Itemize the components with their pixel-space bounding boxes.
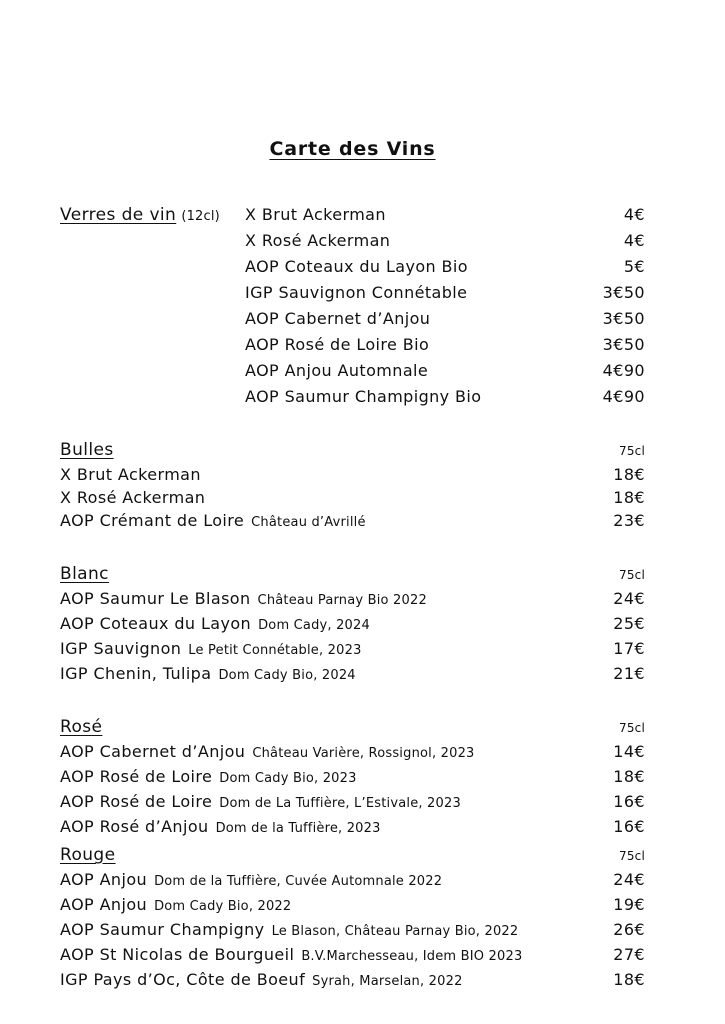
wine-name: AOP Rosé d’Anjou <box>60 817 209 836</box>
wine-price: 16€ <box>613 817 645 836</box>
wine-detail: Dom Cady Bio, 2022 <box>154 899 292 914</box>
wine-name: AOP Cabernet d’Anjou <box>60 742 246 761</box>
wine-price: 4€ <box>623 205 645 224</box>
wine-item <box>60 612 645 637</box>
wine-item <box>245 384 645 410</box>
bottle-size: 75cl <box>618 849 645 863</box>
wine-item <box>60 815 645 840</box>
wine-price: 18€ <box>613 970 645 989</box>
wine-price: 3€50 <box>602 309 645 328</box>
wine-price: 4€90 <box>602 387 645 406</box>
wine-item <box>245 228 645 254</box>
wine-name: X Brut Ackerman <box>60 465 201 484</box>
wine-price: 5€ <box>623 257 645 276</box>
wine-name: IGP Sauvignon <box>60 639 182 658</box>
wine-item <box>60 587 645 612</box>
wine-detail: B.V.Marchesseau, Idem BIO 2023 <box>301 949 523 964</box>
wine-name: IGP Pays d’Oc, Côte de Boeuf <box>60 970 306 989</box>
section-header <box>60 843 645 868</box>
wine-item <box>60 463 645 486</box>
wine-name: AOP St Nicolas de Bourgueil <box>60 945 295 964</box>
wine-price: 3€50 <box>602 283 645 302</box>
wine-name: X Rosé Ackerman <box>245 231 391 250</box>
wine-name: X Brut Ackerman <box>245 205 386 224</box>
wine-item <box>245 280 645 306</box>
bottle-size: 75cl <box>618 721 645 735</box>
section-heading: Rosé <box>60 717 103 737</box>
wine-name: AOP Coteaux du Layon <box>60 614 252 633</box>
wine-price: 4€ <box>623 231 645 250</box>
glasses-item-list <box>245 202 645 410</box>
wine-item <box>245 306 645 332</box>
wine-price: 24€ <box>613 870 645 889</box>
glasses-heading-column <box>60 202 245 230</box>
wine-detail: Château d’Avrillé <box>251 515 366 530</box>
wine-item <box>60 968 645 993</box>
wine-price: 21€ <box>613 664 645 683</box>
wine-name: AOP Anjou <box>60 870 148 889</box>
glasses-size-note: (12cl) <box>181 209 220 224</box>
wine-item <box>245 202 645 228</box>
wine-price: 18€ <box>613 767 645 786</box>
page-title: Carte des Vins <box>269 138 436 160</box>
wine-item <box>60 637 645 662</box>
wine-item <box>245 254 645 280</box>
wine-name: AOP Anjou Automnale <box>245 361 429 380</box>
wine-item <box>60 868 645 893</box>
wine-price: 3€50 <box>602 335 645 354</box>
wine-name: AOP Rosé de Loire Bio <box>245 335 430 354</box>
wine-price: 23€ <box>613 511 645 530</box>
wine-price: 17€ <box>613 639 645 658</box>
wine-detail: Dom Cady, 2024 <box>258 618 370 633</box>
wine-name: IGP Chenin, Tulipa <box>60 664 212 683</box>
wine-name: AOP Anjou <box>60 895 148 914</box>
wine-price: 26€ <box>613 920 645 939</box>
wine-item <box>60 790 645 815</box>
wine-detail: Dom de la Tuffière, 2023 <box>215 821 381 836</box>
wine-detail: Château Parnay Bio 2022 <box>257 593 427 608</box>
wine-name: AOP Cabernet d’Anjou <box>245 309 431 328</box>
wine-price: 25€ <box>613 614 645 633</box>
section-blanc <box>60 562 645 687</box>
wine-detail: Dom de la Tuffière, Cuvée Automnale 2022 <box>154 874 443 889</box>
wine-name: IGP Sauvignon Connétable <box>245 283 468 302</box>
section-bulles <box>60 438 645 534</box>
wine-item <box>60 765 645 790</box>
wine-price: 16€ <box>613 792 645 811</box>
wine-item <box>60 509 645 534</box>
wine-name: AOP Rosé de Loire <box>60 767 213 786</box>
glasses-section <box>60 202 645 410</box>
wine-detail: Syrah, Marselan, 2022 <box>312 974 463 989</box>
wine-detail: Dom Cady Bio, 2024 <box>218 668 356 683</box>
section-heading: Bulles <box>60 440 114 460</box>
wine-name: AOP Saumur Champigny Bio <box>245 387 482 406</box>
wine-price: 24€ <box>613 589 645 608</box>
wine-detail: Le Blason, Château Parnay Bio, 2022 <box>271 924 519 939</box>
wine-name: AOP Coteaux du Layon Bio <box>245 257 468 276</box>
wine-item <box>245 358 645 384</box>
wine-item <box>60 918 645 943</box>
wine-price: 14€ <box>613 742 645 761</box>
wine-item <box>60 943 645 968</box>
wine-detail: Le Petit Connétable, 2023 <box>188 643 362 658</box>
section-rouge <box>60 843 645 993</box>
wine-name: AOP Saumur Champigny <box>60 920 265 939</box>
section-header <box>60 715 645 740</box>
wine-price: 18€ <box>613 488 645 507</box>
bottle-size: 75cl <box>618 568 645 582</box>
bottle-size: 75cl <box>618 444 645 458</box>
wine-item <box>60 740 645 765</box>
glasses-heading: Verres de vin <box>60 205 177 225</box>
wine-name: AOP Saumur Le Blason <box>60 589 251 608</box>
wine-name: X Rosé Ackerman <box>60 488 206 507</box>
section-heading: Blanc <box>60 564 109 584</box>
wine-price: 18€ <box>613 465 645 484</box>
wine-price: 4€90 <box>602 361 645 380</box>
wine-item <box>60 893 645 918</box>
wine-price: 27€ <box>613 945 645 964</box>
wine-detail: Château Varière, Rossignol, 2023 <box>252 746 475 761</box>
wine-item <box>60 662 645 687</box>
section-heading: Rouge <box>60 845 116 865</box>
wine-detail: Dom Cady Bio, 2023 <box>219 771 357 786</box>
wine-name: AOP Crémant de Loire <box>60 511 245 530</box>
section-header <box>60 438 645 463</box>
wine-item <box>245 332 645 358</box>
wine-name: AOP Rosé de Loire <box>60 792 213 811</box>
wine-item <box>60 486 645 509</box>
section-header <box>60 562 645 587</box>
section-rose <box>60 715 645 840</box>
wine-price: 19€ <box>613 895 645 914</box>
wine-detail: Dom de La Tuffière, L’Estivale, 2023 <box>219 796 461 811</box>
